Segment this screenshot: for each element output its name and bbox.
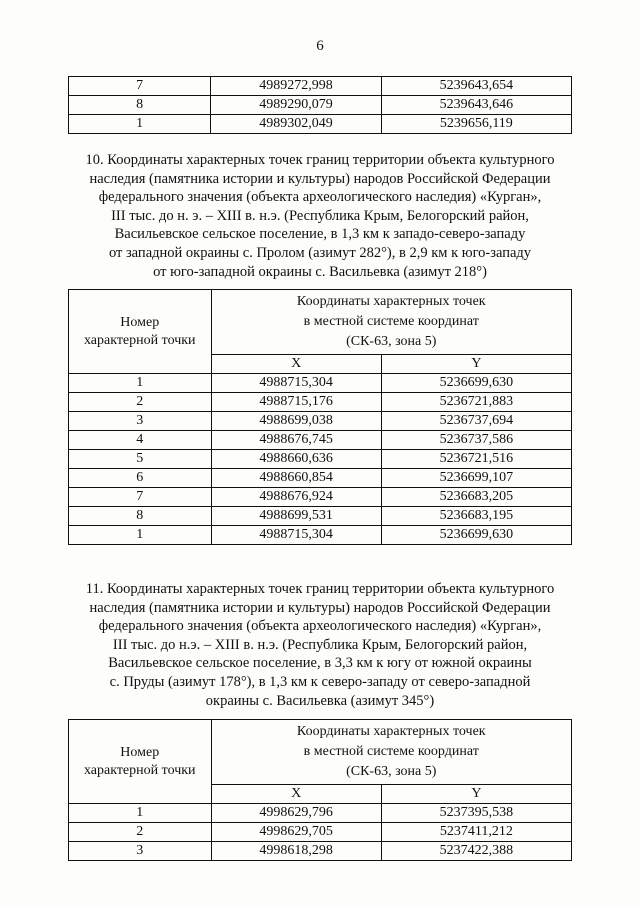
table-row: [69, 431, 572, 450]
section-11-title: [70, 580, 570, 710]
title-line: III тыс. до н.э. – XIII в. н.э. (Республика Крым, Белогорский район,: [112, 636, 528, 653]
table-row: [69, 842, 572, 861]
point-number-header: Номер характерной точки: [69, 290, 212, 374]
table-row: [69, 469, 572, 488]
table-row: [69, 412, 572, 431]
point-number-cell: 3: [69, 412, 212, 431]
point-number-cell: 5: [69, 450, 212, 469]
coordinates-header: Координаты характерных точек в местной системе координат (СК-63, зона 5): [211, 290, 571, 355]
table-row: [69, 96, 572, 115]
title-line: наследия (памятника истории и культуры) народов Российской Федерации: [89, 599, 551, 616]
table-row: [69, 488, 572, 507]
y-coordinate-cell: 5236699,630: [381, 374, 571, 393]
x-coordinate-cell: 4988715,176: [211, 393, 381, 412]
point-number-cell: 1: [69, 526, 212, 545]
x-coordinate-cell: 4988660,854: [211, 469, 381, 488]
table-row: [69, 393, 572, 412]
title-line: с. Пруды (азимут 178°), в 1,3 км к северо-западу от северо-западной: [109, 673, 531, 690]
y-coordinate-cell: 5236737,586: [381, 431, 571, 450]
y-coordinate-cell: 5236721,516: [381, 450, 571, 469]
table-row: [69, 804, 572, 823]
point-number-cell: 4: [69, 431, 212, 450]
y-coordinate-cell: 5237395,538: [381, 804, 571, 823]
title-line: Васильевское сельское поселение, в 1,3 км к западо-северо-западу: [114, 226, 526, 243]
page-number: 6: [316, 38, 324, 54]
table-row: [69, 450, 572, 469]
title-line: федерального значения (объекта археологического наследия) «Курган»,: [98, 618, 542, 635]
y-header: Y: [381, 785, 571, 804]
title-line: от западной окраины с. Пролом (азимут 282°), в 2,9 км к юго-западу: [108, 244, 532, 261]
y-coordinate-cell: 5236721,883: [381, 393, 571, 412]
title-line: III тыс. до н. э. – XIII в. н.э. (Республика Крым, Белогорский район,: [111, 207, 529, 224]
point-number-cell: 2: [69, 823, 212, 842]
title-line: от юго-западной окраины с. Васильевка (азимут 218°): [153, 263, 487, 280]
title-line: наследия (памятника истории и культуры) народов Российской Федерации: [89, 170, 551, 187]
x-coordinate-cell: 4989290,079: [211, 96, 381, 115]
x-coordinate-cell: 4988699,531: [211, 507, 381, 526]
title-line: федерального значения (объекта археологического наследия) «Курган»,: [98, 189, 542, 206]
y-coordinate-cell: 5236699,630: [381, 526, 571, 545]
table-row: [69, 823, 572, 842]
x-coordinate-cell: 4988715,304: [211, 526, 381, 545]
x-coordinate-cell: 4988676,745: [211, 431, 381, 450]
coordinates-header: Координаты характерных точек в местной системе координат (СК-63, зона 5): [211, 720, 571, 785]
title-line: 11. Координаты характерных точек границ территории объекта культурного: [85, 581, 555, 597]
x-coordinate-cell: 4998629,705: [211, 823, 381, 842]
x-header: X: [211, 785, 381, 804]
x-coordinate-cell: 4989302,049: [211, 115, 381, 134]
y-coordinate-cell: 5236683,205: [381, 488, 571, 507]
x-coordinate-cell: 4988676,924: [211, 488, 381, 507]
point-number-cell: 2: [69, 393, 212, 412]
section-11-coordinates-table: [68, 719, 572, 861]
y-coordinate-cell: 5239643,654: [381, 77, 571, 96]
continuation-table: [68, 76, 572, 134]
title-line: Васильевское сельское поселение, в 3,3 км к югу от южной окраины: [108, 655, 532, 672]
point-number-cell: 7: [69, 488, 212, 507]
y-coordinate-cell: 5237411,212: [381, 823, 571, 842]
point-number-cell: 1: [69, 374, 212, 393]
x-coordinate-cell: 4998629,796: [211, 804, 381, 823]
y-coordinate-cell: 5236699,107: [381, 469, 571, 488]
point-number-cell: 1: [69, 115, 211, 134]
title-line: 10. Координаты характерных точек границ территории объекта культурного: [85, 152, 555, 168]
y-coordinate-cell: 5239643,646: [381, 96, 571, 115]
y-header: Y: [381, 355, 571, 374]
y-coordinate-cell: 5239656,119: [381, 115, 571, 134]
point-number-header: Номер характерной точки: [69, 720, 212, 804]
y-coordinate-cell: 5237422,388: [381, 842, 571, 861]
point-number-cell: 1: [69, 804, 212, 823]
table-row: [69, 115, 572, 134]
section-10-coordinates-table: [68, 289, 572, 545]
x-coordinate-cell: 4989272,998: [211, 77, 381, 96]
section-10-title: [70, 151, 570, 281]
point-number-cell: 7: [69, 77, 211, 96]
x-coordinate-cell: 4988699,038: [211, 412, 381, 431]
point-number-cell: 3: [69, 842, 212, 861]
x-coordinate-cell: 4998618,298: [211, 842, 381, 861]
x-coordinate-cell: 4988660,636: [211, 450, 381, 469]
x-coordinate-cell: 4988715,304: [211, 374, 381, 393]
table-row: [69, 526, 572, 545]
table-row: [69, 507, 572, 526]
y-coordinate-cell: 5236683,195: [381, 507, 571, 526]
title-line: окраины с. Васильевка (азимут 345°): [205, 692, 435, 709]
table-row: [69, 374, 572, 393]
y-coordinate-cell: 5236737,694: [381, 412, 571, 431]
point-number-cell: 8: [69, 96, 211, 115]
point-number-cell: 8: [69, 507, 212, 526]
point-number-cell: 6: [69, 469, 212, 488]
x-header: X: [211, 355, 381, 374]
table-row: [69, 77, 572, 96]
